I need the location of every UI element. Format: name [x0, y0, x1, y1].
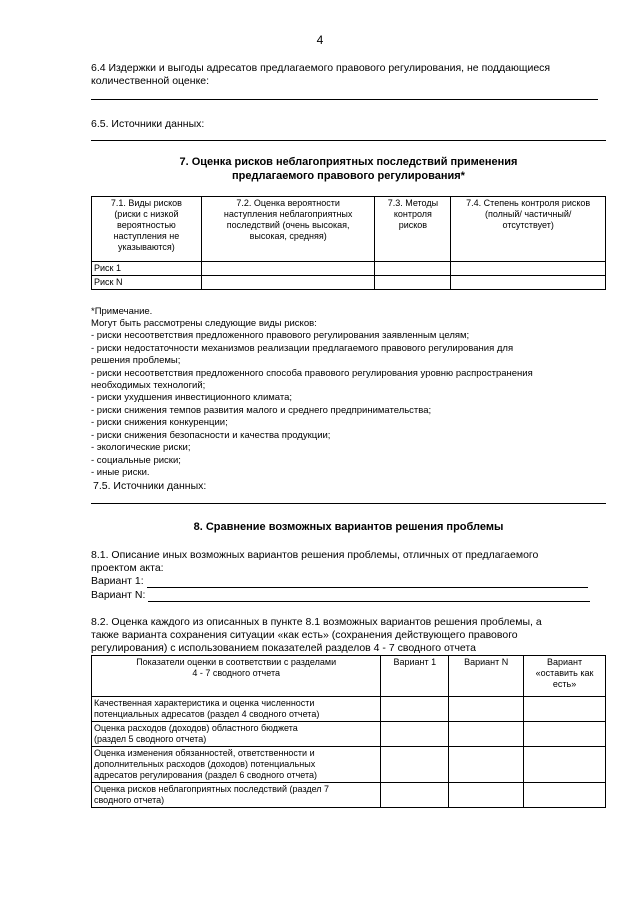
note-line: - риски снижения конкуренции;	[91, 417, 228, 428]
header-text: указываются)	[118, 242, 175, 252]
table-cell	[375, 276, 451, 290]
header-text: Показатели оценки в соответствии с разделами	[136, 657, 337, 667]
s7-heading-line2: предлагаемого правового регулирования*	[232, 170, 465, 182]
header-text: вероятностью	[117, 220, 176, 230]
risk-table-header-cell	[375, 197, 451, 262]
note-line: - риски снижения безопасности и качества продукции;	[91, 430, 331, 441]
s64-line1: 6.4 Издержки и выгоды адресатов предлагаемого правового регулирования, не поддающиеся	[91, 62, 551, 74]
variant1-blank-line	[147, 576, 588, 588]
variant1-row	[91, 575, 588, 588]
header-text: последствий (очень высокая,	[226, 220, 350, 230]
table-cell	[524, 747, 606, 783]
variantN-label: Вариант N:	[91, 589, 146, 601]
s8-heading: 8. Сравнение возможных вариантов решения проблемы	[193, 521, 504, 533]
header-text: «оставить как	[535, 668, 594, 678]
table-cell	[451, 276, 606, 290]
header-text: контроля	[393, 209, 432, 219]
header-text: рисков	[398, 220, 428, 230]
note-line: - риски недостаточности механизмов реализации предлагаемого правового регулирования для	[91, 343, 514, 354]
header-text: есть»	[552, 679, 577, 689]
table-row	[92, 783, 606, 808]
variants-table-header-cell	[381, 656, 449, 697]
table-cell	[201, 276, 375, 290]
header-text: 4 - 7 сводного отчета	[192, 668, 280, 678]
table-cell	[524, 783, 606, 808]
header-text: (полный/ частичный/	[484, 209, 572, 219]
note-line: - риски несоответствия предложенного правового регулирования заявленным целям;	[91, 330, 470, 341]
page-number: 4	[316, 33, 324, 47]
header-text: (риски с низкой	[114, 209, 179, 219]
variants-table-header	[92, 656, 606, 697]
cell-text: Качественная характеристика и оценка численности	[94, 698, 315, 708]
variantN-blank-line	[148, 590, 590, 602]
cell-text: Оценка рисков неблагоприятных последствий (раздел 7	[94, 784, 330, 794]
cell-text: Оценка расходов (доходов) областного бюджета	[94, 723, 298, 733]
note-line: - экологические риски;	[91, 442, 191, 453]
table-row	[92, 722, 606, 747]
table-cell	[449, 783, 524, 808]
header-text: 7.4. Степень контроля рисков	[466, 198, 591, 208]
table-row	[92, 276, 606, 290]
table-cell	[381, 697, 449, 722]
note-line: - риски снижения темпов развития малого и среднего предпринимательства;	[91, 405, 432, 416]
table-row	[92, 262, 606, 276]
table-cell	[92, 747, 381, 783]
note-line: *Примечание.	[91, 306, 153, 317]
variants-table	[91, 655, 606, 808]
header-text: отсутствует)	[502, 220, 554, 230]
header-text: высокая, средняя)	[249, 231, 327, 241]
cell-text: адресатов регулирования (раздел 6 сводного отчета)	[94, 770, 318, 780]
s75-blank-line	[91, 503, 606, 504]
p81-line2: проектом акта:	[91, 562, 164, 574]
header-text: 7.2. Оценка вероятности	[236, 198, 340, 208]
header-text: наступления неблагоприятных	[223, 209, 353, 219]
variants-table-header-cell	[524, 656, 606, 697]
table-cell	[381, 747, 449, 783]
note-line: - риски ухудшения инвестиционного климата;	[91, 392, 293, 403]
cell-text: потенциальных адресатов (раздел 4 сводного отчета)	[94, 709, 320, 719]
header-text: Вариант 1	[393, 657, 437, 667]
table-cell: Риск N	[92, 276, 202, 290]
table-row	[92, 747, 606, 783]
cell-text: (раздел 5 сводного отчета)	[94, 734, 207, 744]
header-text: Вариант	[546, 657, 583, 667]
p82-line1: 8.2. Оценка каждого из описанных в пункте 8.1 возможных вариантов решения проблемы, а	[91, 616, 542, 628]
note-line: - риски несоответствия предложенного способа правового регулирования уровню распространения	[91, 368, 533, 379]
s65-blank-line	[91, 140, 606, 141]
table-cell	[201, 262, 375, 276]
table-cell	[92, 783, 381, 808]
note-line: Могут быть рассмотрены следующие виды рисков:	[91, 318, 317, 329]
table-cell	[449, 747, 524, 783]
s64-blank-line	[91, 99, 598, 100]
table-cell	[524, 722, 606, 747]
cell-text: Оценка изменения обязанностей, ответственности и	[94, 748, 315, 758]
table-cell	[375, 262, 451, 276]
header-text: Вариант N	[464, 657, 509, 667]
variants-table-header-cell	[92, 656, 381, 697]
p82-line2: также варианта сохранения ситуации «как есть» (сохранения действующего правового	[91, 629, 518, 641]
table-cell	[92, 722, 381, 747]
variants-table-header-cell	[449, 656, 524, 697]
header-text: наступления не	[113, 231, 180, 241]
p81-line1: 8.1. Описание иных возможных вариантов решения проблемы, отличных от предлагаемого	[91, 549, 539, 561]
table-cell: Риск 1	[92, 262, 202, 276]
table-cell	[449, 697, 524, 722]
table-row	[92, 697, 606, 722]
s65-label: 6.5. Источники данных:	[91, 118, 205, 130]
cell-text: сводного отчета)	[94, 795, 165, 805]
note-line: - социальные риски;	[91, 455, 181, 466]
cell-text: дополнительных расходов (доходов) потенциальных	[94, 759, 316, 769]
header-text: 7.1. Виды рисков	[110, 198, 182, 208]
variant1-label: Вариант 1:	[91, 575, 144, 587]
note-line: решения проблемы;	[91, 355, 181, 366]
table-cell	[381, 722, 449, 747]
table-cell	[92, 697, 381, 722]
s7-heading-line1: 7. Оценка рисков неблагоприятных последствий применения	[179, 156, 518, 168]
p82-line3: регулирования) с использованием показателей разделов 4 - 7 сводного отчета	[91, 642, 476, 654]
risk-table-header-cell	[451, 197, 606, 262]
risk-table-header	[92, 197, 606, 262]
table-cell	[449, 722, 524, 747]
s64-line2: количественной оценке:	[91, 75, 210, 87]
note-line: - иные риски.	[91, 467, 150, 478]
table-cell	[451, 262, 606, 276]
table-cell	[524, 697, 606, 722]
risk-table-header-cell	[92, 197, 202, 262]
header-text: 7.3. Методы	[387, 198, 439, 208]
note-line: необходимых технологий;	[91, 380, 206, 391]
risk-table	[91, 196, 606, 290]
s75-label: 7.5. Источники данных:	[93, 480, 207, 492]
variantN-row	[91, 589, 590, 602]
risk-table-header-cell	[201, 197, 375, 262]
table-cell	[381, 783, 449, 808]
